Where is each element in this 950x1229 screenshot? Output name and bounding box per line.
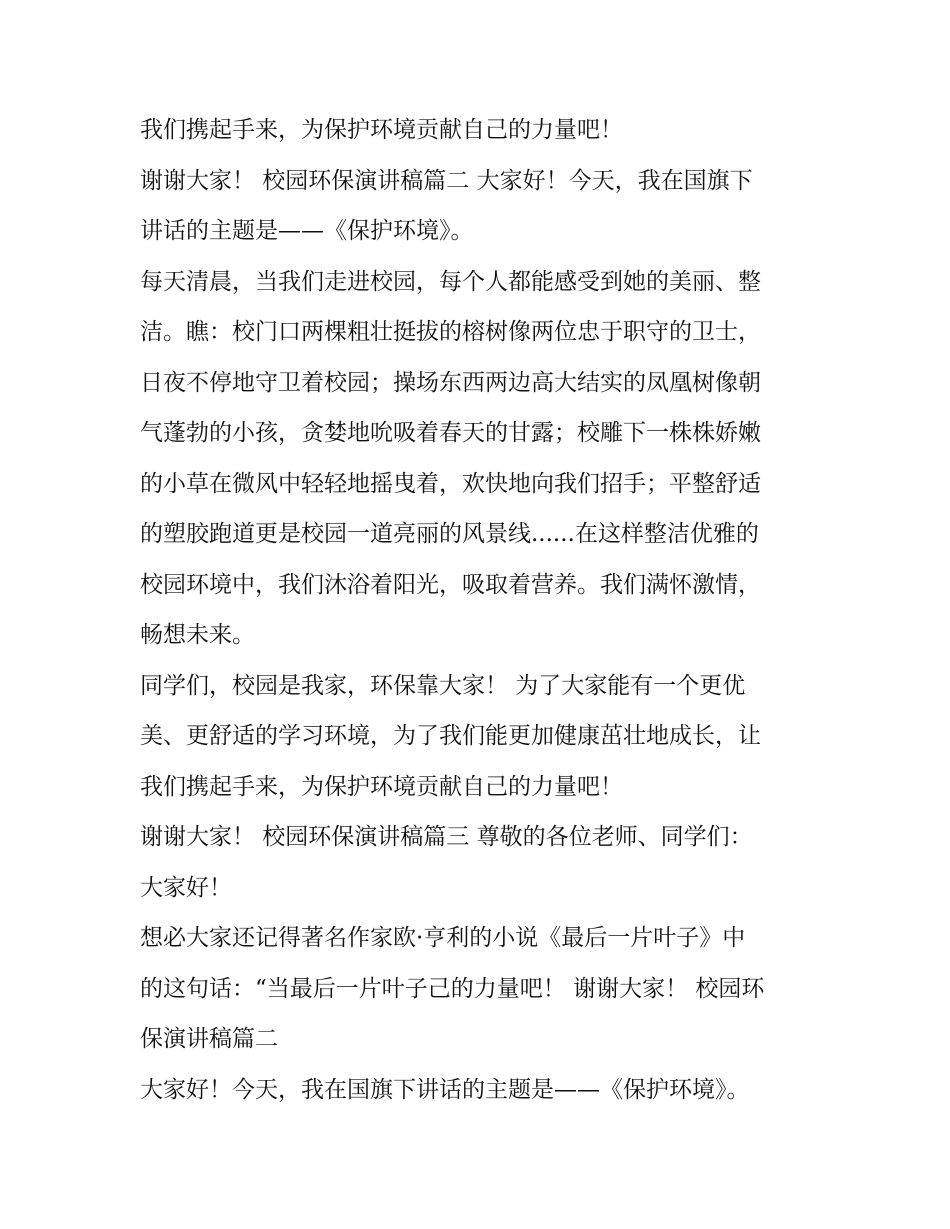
text-line: 我们携起手来，为保护环境贡献自己的力量吧！: [140, 117, 623, 143]
text-line: 保演讲稿篇二: [140, 1026, 278, 1052]
text-line: 想必大家还记得著名作家欧·亨利的小说《最后一片叶子》中: [140, 925, 746, 951]
text-line: 大家好！: [140, 875, 232, 901]
text-line: 的这句话：“当最后一片叶子己的力量吧！ 谢谢大家！ 校园环: [140, 976, 765, 1002]
text-line: 谢谢大家！ 校园环保演讲稿篇二 大家好！今天，我在国旗下: [140, 168, 753, 194]
text-line: 日夜不停地守卫着校园；操场东西两边高大结实的凤凰树像朝: [140, 370, 761, 396]
text-line: 我们携起手来，为保护环境贡献自己的力量吧！: [140, 774, 623, 800]
text-line: 美、更舒适的学习环境，为了我们能更加健康茁壮地成长，让: [140, 723, 761, 749]
text-line: 大家好！今天，我在国旗下讲话的主题是——《保护环境》。: [140, 1077, 750, 1103]
text-line: 洁。瞧：校门口两棵粗壮挺拔的榕树像两位忠于职守的卫士，: [140, 319, 761, 345]
text-line: 的塑胶跑道更是校园一道亮丽的风景线......在这样整洁优雅的: [140, 521, 759, 547]
text-line: 气蓬勃的小孩，贪婪地吮吸着春天的甘露；校雕下一株株娇嫩: [140, 420, 761, 446]
text-line: 同学们，校园是我家，环保靠大家！ 为了大家能有一个更优: [140, 673, 746, 699]
text-line: 畅想未来。: [140, 622, 255, 648]
text-line: 每天清晨，当我们走进校园，每个人都能感受到她的美丽、整: [140, 269, 761, 295]
text-line: 谢谢大家！ 校园环保演讲稿篇三 尊敬的各位老师、同学们：: [140, 824, 753, 850]
text-line: 的小草在微风中轻轻地摇曳着，欢快地向我们招手；平整舒适: [140, 471, 761, 497]
text-line: 校园环境中，我们沐浴着阳光，吸取着营养。我们满怀激情，: [140, 572, 761, 598]
text-line: 讲话的主题是——《保护环境》。: [140, 218, 474, 244]
